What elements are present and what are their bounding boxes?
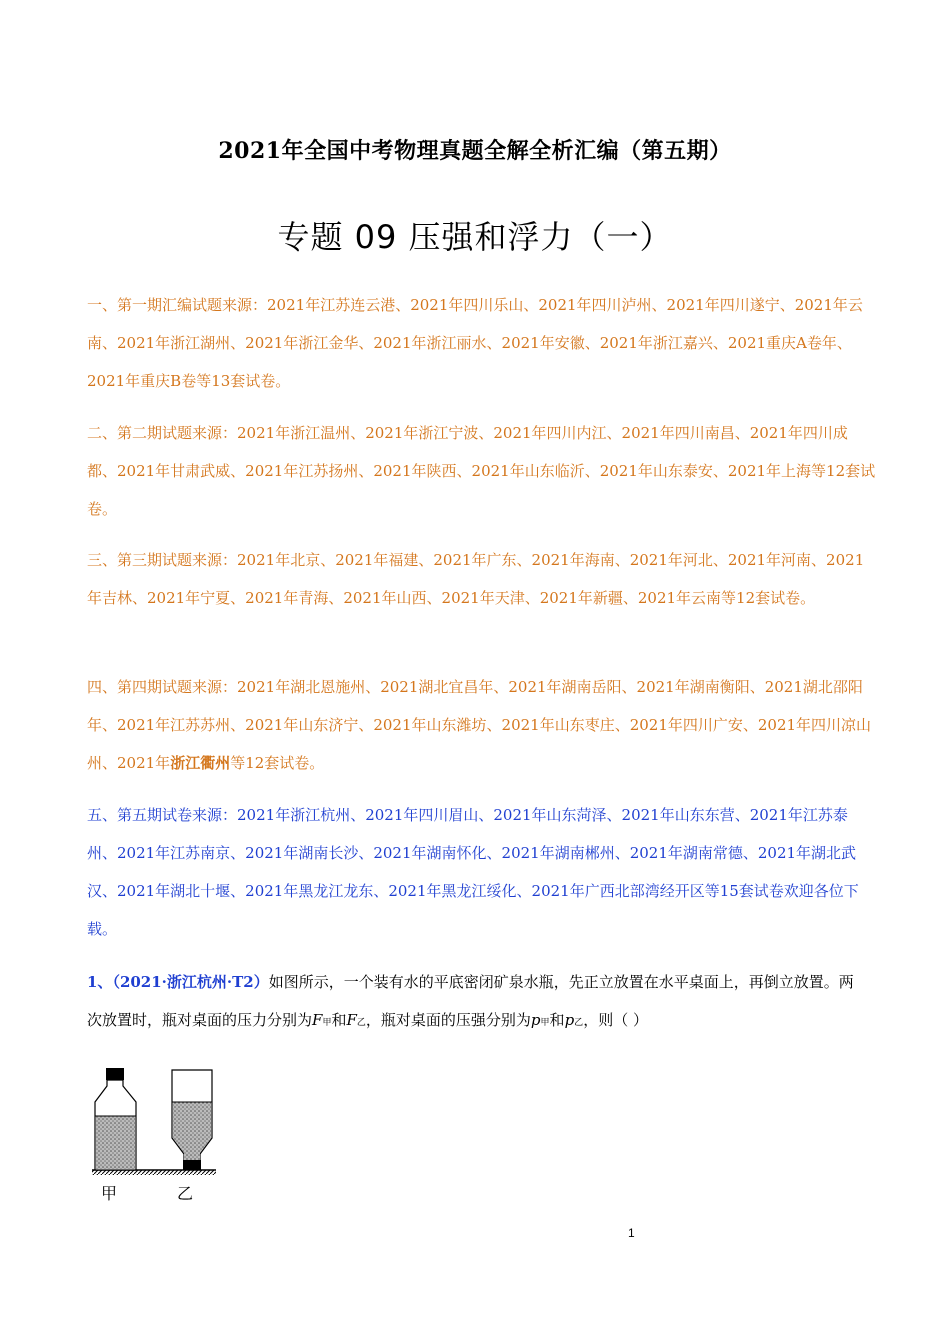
- source-paragraph-1: [87, 286, 877, 400]
- source-paragraph-4: [87, 668, 877, 782]
- label-jia: 甲: [101, 1184, 118, 1203]
- subscript-jia: 甲: [322, 1018, 332, 1028]
- bottle-yi: [172, 1070, 212, 1170]
- subscript-yi: 乙: [356, 1018, 366, 1028]
- label-yi: 乙: [177, 1184, 194, 1203]
- water: [96, 1116, 135, 1169]
- source-body: 2021年江苏连云港、2021年四川乐山、2021年四川泸州、2021年四川遂宁、2021年云南、2021年浙江湖州、2021年浙江金华、2021年浙江丽水、2021年安徽、2021年浙江嘉兴、2021重庆A卷年、2021年重庆B卷等13套试卷。: [87, 296, 863, 390]
- water: [173, 1102, 211, 1160]
- source-prefix: 四、第四期试题来源：: [87, 678, 238, 696]
- symbol-F: F: [312, 1011, 323, 1029]
- question-text: 如图所示，一个装有水的平底密闭矿泉水瓶，先正立放置在水平桌面上，再倒立放置。两次放置时，瓶对桌面的压力分别为: [87, 973, 854, 1029]
- bottle-cap: [183, 1160, 201, 1170]
- source-paragraph-5: [87, 796, 877, 948]
- conjunction: 和: [331, 1011, 347, 1029]
- question-text: ，瓶对桌面的压强分别为: [365, 1011, 531, 1029]
- question-source: （2021·浙江杭州·T2）: [112, 973, 269, 991]
- topic-title: 专题 09 压强和浮力（一）: [277, 218, 673, 256]
- bottle-figure: [90, 1066, 220, 1206]
- conjunction: 和: [549, 1011, 565, 1029]
- symbol-p: p: [530, 1011, 541, 1029]
- source-paragraph-3: [87, 541, 877, 617]
- source-body: 2021年浙江温州、2021年浙江宁波、2021年四川内江、2021年四川南昌、2021年四川成都、2021年甘肃武威、2021年江苏扬州、2021年陕西、2021年山东临沂、2021年山东泰安、2021年上海等12套试卷。: [87, 424, 876, 518]
- source-prefix: 五、第五期试卷来源：: [87, 806, 238, 824]
- main-title: 2021年全国中考物理真题全解全析汇编（第五期）: [218, 138, 732, 164]
- subscript-jia: 甲: [540, 1018, 550, 1028]
- bottle-cap: [106, 1068, 124, 1080]
- question-number: 1、: [87, 973, 113, 991]
- bottle-jia: [95, 1068, 136, 1170]
- source-prefix: 一、第一期汇编试题来源：: [87, 296, 268, 314]
- source-body-end: 等12套试卷。: [230, 754, 325, 772]
- symbol-F: F: [346, 1011, 357, 1029]
- symbol-p: p: [564, 1011, 575, 1029]
- source-paragraph-2: [87, 414, 877, 528]
- subscript-yi: 乙: [574, 1018, 584, 1028]
- page-number: 1: [628, 1226, 635, 1240]
- source-prefix: 三、第三期试题来源：: [87, 551, 238, 569]
- source-body-emphasis: 浙江衢州: [170, 754, 231, 772]
- source-body: 2021年北京、2021年福建、2021年广东、2021年海南、2021年河北、2021年河南、2021年吉林、2021年宁夏、2021年青海、2021年山西、2021年天津、2021年新疆、2021年云南等12套试卷。: [87, 551, 865, 607]
- question-text: ，则（ ）: [583, 1011, 648, 1029]
- question-1: [87, 963, 867, 1042]
- source-prefix: 二、第二期试题来源：: [87, 424, 238, 442]
- source-body: 2021年湖北恩施州、2021湖北宜昌年、2021年湖南岳阳、2021年湖南衡阳、2021湖北邵阳年、2021年江苏苏州、2021年山东济宁、2021年山东潍坊、2021年山东枣庄、2021年四川广安、2021年四川凉山州、2021年: [87, 678, 872, 772]
- source-body: 2021年浙江杭州、2021年四川眉山、2021年山东菏泽、2021年山东东营、2021年江苏泰州、2021年江苏南京、2021年湖南长沙、2021年湖南怀化、2021年湖南郴州、2021年湖南常德、2021年湖北武汉、2021年湖北十堰、2021年黑龙江龙东、2021年黑龙江绥化、2021年广西北部湾经开区等15套试卷欢迎各位下载。: [87, 806, 859, 938]
